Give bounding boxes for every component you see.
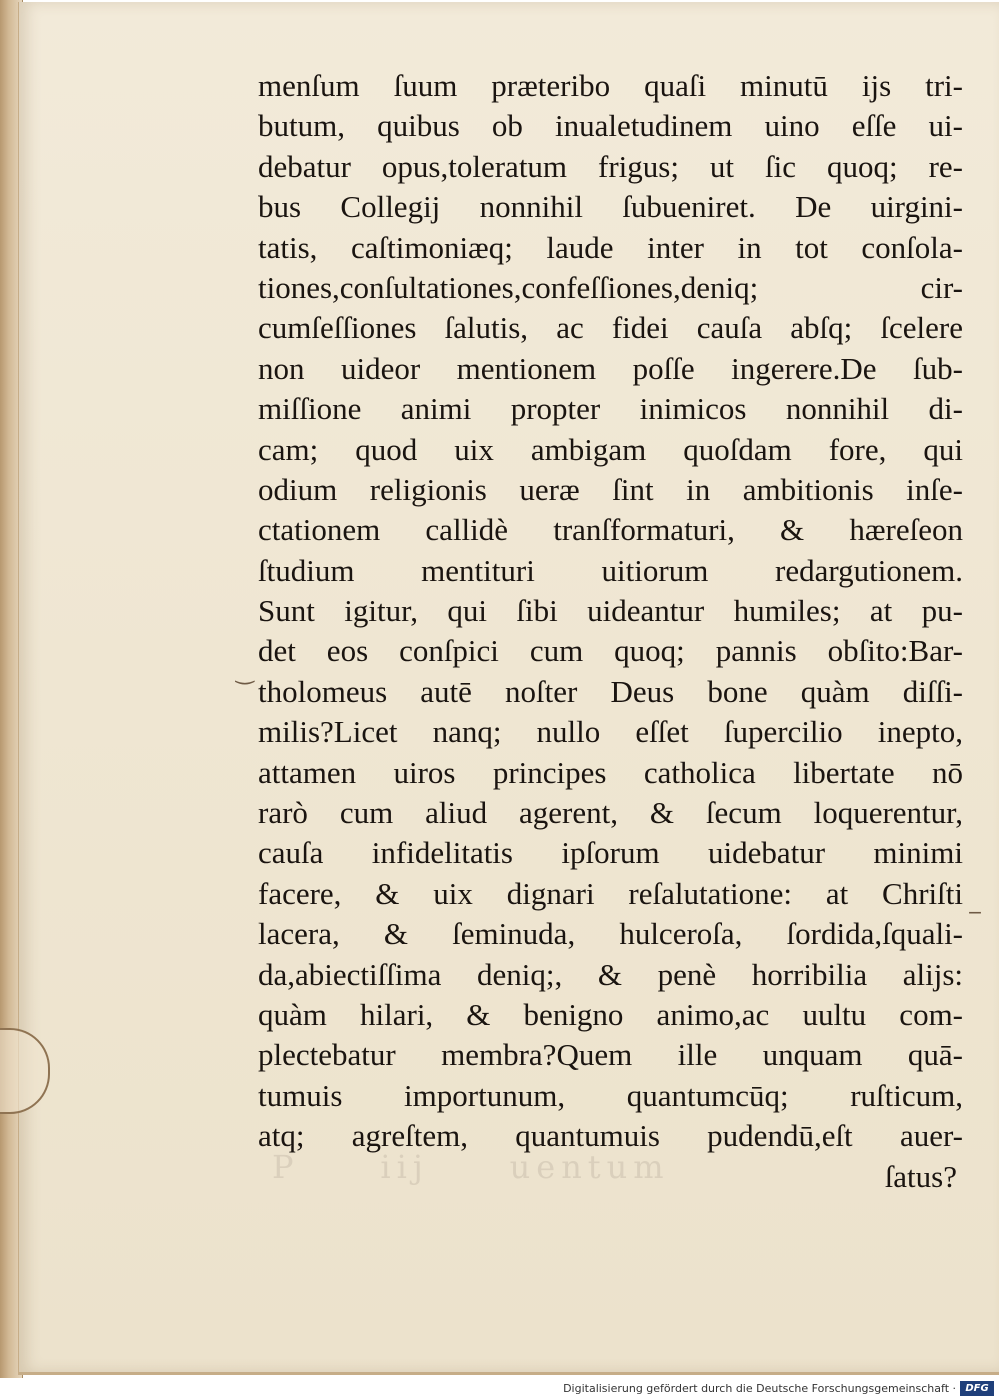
text-line: atq; agreſtem, quantumuis pudendū,eſt auer- (258, 1118, 963, 1154)
text-line: cumſeſſiones ſalutis, ac fidei cauſa abſq; ſcelere (258, 310, 963, 346)
text-line: tholomeus autē noſter Deus bone quàm diſſi- (258, 673, 963, 709)
text-line: Sunt igitur, qui ſibi uideantur humiles; at pu- (258, 593, 963, 629)
footer-bar (0, 1378, 1000, 1400)
digitization-credit: Digitalisierung gefördert durch die Deutsche Forschungsgemeinschaft · (563, 1382, 956, 1395)
text-line: da,abiectiſſima deniq;, & penè horribilia alijs: (258, 956, 963, 992)
bleed-through-text: P iij uentum (272, 1148, 670, 1186)
text-line: non uideor mentionem poſſe ingerere.De ſub- (258, 350, 963, 386)
text-line: attamen uiros principes catholica libertate nō (258, 754, 963, 790)
text-line: lacera, & ſeminuda, hulceroſa, ſordida,ſquali- (258, 916, 963, 952)
text-line: cauſa infidelitatis ipſorum uidebatur minimi (258, 835, 963, 871)
catchword-line: ſatus? (884, 1158, 957, 1194)
margin-mark: ‿ (236, 660, 254, 685)
text-line: cam; quod uix ambigam quoſdam fore, qui (258, 431, 963, 467)
text-line: milis?Licet nanq; nullo eſſet ſupercilio inepto, (258, 714, 963, 750)
text-line: miſſione animi propter inimicos nonnihil di- (258, 391, 963, 427)
text-line: rarò cum aliud agerent, & ſecum loquerentur, (258, 795, 963, 831)
text-line: tumuis importunum, quantumcūq; ruſticum, (258, 1077, 963, 1113)
text-line: quàm hilari, & benigno animo,ac uultu com- (258, 996, 963, 1032)
text-line: menſum ſuum præteribo quaſi minutū ijs tri- (258, 68, 963, 103)
text-line: odium religionis ueræ ſint in ambitionis inſe- (258, 471, 963, 507)
text-line: det eos conſpici cum quoq; pannis obſito:Bar- (258, 633, 963, 669)
dfg-logo: DFG (960, 1381, 994, 1396)
text-line: facere, & uix dignari reſalutatione: at Chriſti (258, 875, 963, 911)
text-line: plectebatur membra?Quem ille unquam quā- (258, 1037, 963, 1073)
text-line: bus Collegij nonnihil ſubueniret. De uirgini- (258, 189, 963, 225)
body-text (258, 66, 963, 1197)
margin-mark: ‒ (968, 900, 982, 925)
text-line: ctationem callidè tranſformaturi, & hæreſeon (258, 512, 963, 548)
text-line: debatur opus,toleratum frigus; ut ſic quoq; re- (258, 148, 963, 184)
text-line: ſtudium mentituri uitiorum redargutionem. (258, 552, 963, 588)
text-line: tatis, caſtimoniæq; laude inter in tot conſola- (258, 229, 963, 265)
text-line: tiones,conſultationes,confeſſiones,deniq; cir- (258, 269, 963, 305)
text-line: butum, quibus ob inualetudinem uino eſſe ui- (258, 108, 963, 144)
